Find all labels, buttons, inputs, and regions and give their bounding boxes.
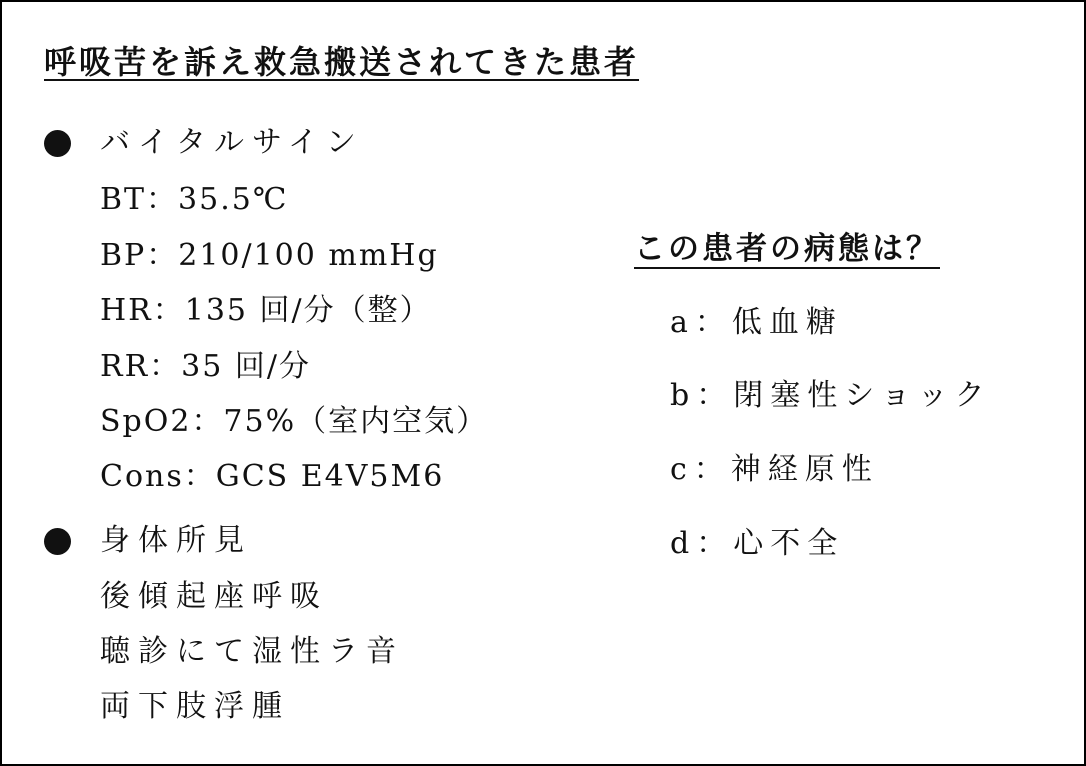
question-heading: この患者の病態は？ xyxy=(634,231,940,267)
vitals-bullet-row xyxy=(44,123,364,163)
option-c[interactable]: c：神経原性 xyxy=(670,452,879,487)
bullet-icon xyxy=(44,130,71,157)
vital-hr: HR：135 回/分（整） xyxy=(100,293,432,328)
bullet-icon xyxy=(44,528,71,555)
finding-item: 後傾起座呼吸 xyxy=(100,579,328,614)
vital-rr: RR：35 回/分 xyxy=(100,349,311,384)
vital-cons: Cons：GCS E4V5M6 xyxy=(100,459,445,494)
option-b[interactable]: b：閉塞性ショック xyxy=(670,378,992,413)
finding-item: 両下肢浮腫 xyxy=(100,689,290,724)
slide-title: 呼吸苦を訴え救急搬送されてきた患者 xyxy=(44,43,640,81)
vitals-heading: バイタルサイン xyxy=(100,125,364,160)
option-a[interactable]: a：低血糖 xyxy=(670,305,843,340)
findings-bullet-row xyxy=(44,521,252,561)
finding-item: 聴診にて湿性ラ音 xyxy=(100,634,404,669)
option-d[interactable]: d：心不全 xyxy=(670,526,845,561)
vital-bt: BT：35.5℃ xyxy=(100,182,289,217)
vital-spo2: SpO2：75%（室内空気） xyxy=(100,404,489,439)
vital-bp: BP：210/100 mmHg xyxy=(100,238,439,273)
findings-heading: 身体所見 xyxy=(100,523,252,558)
